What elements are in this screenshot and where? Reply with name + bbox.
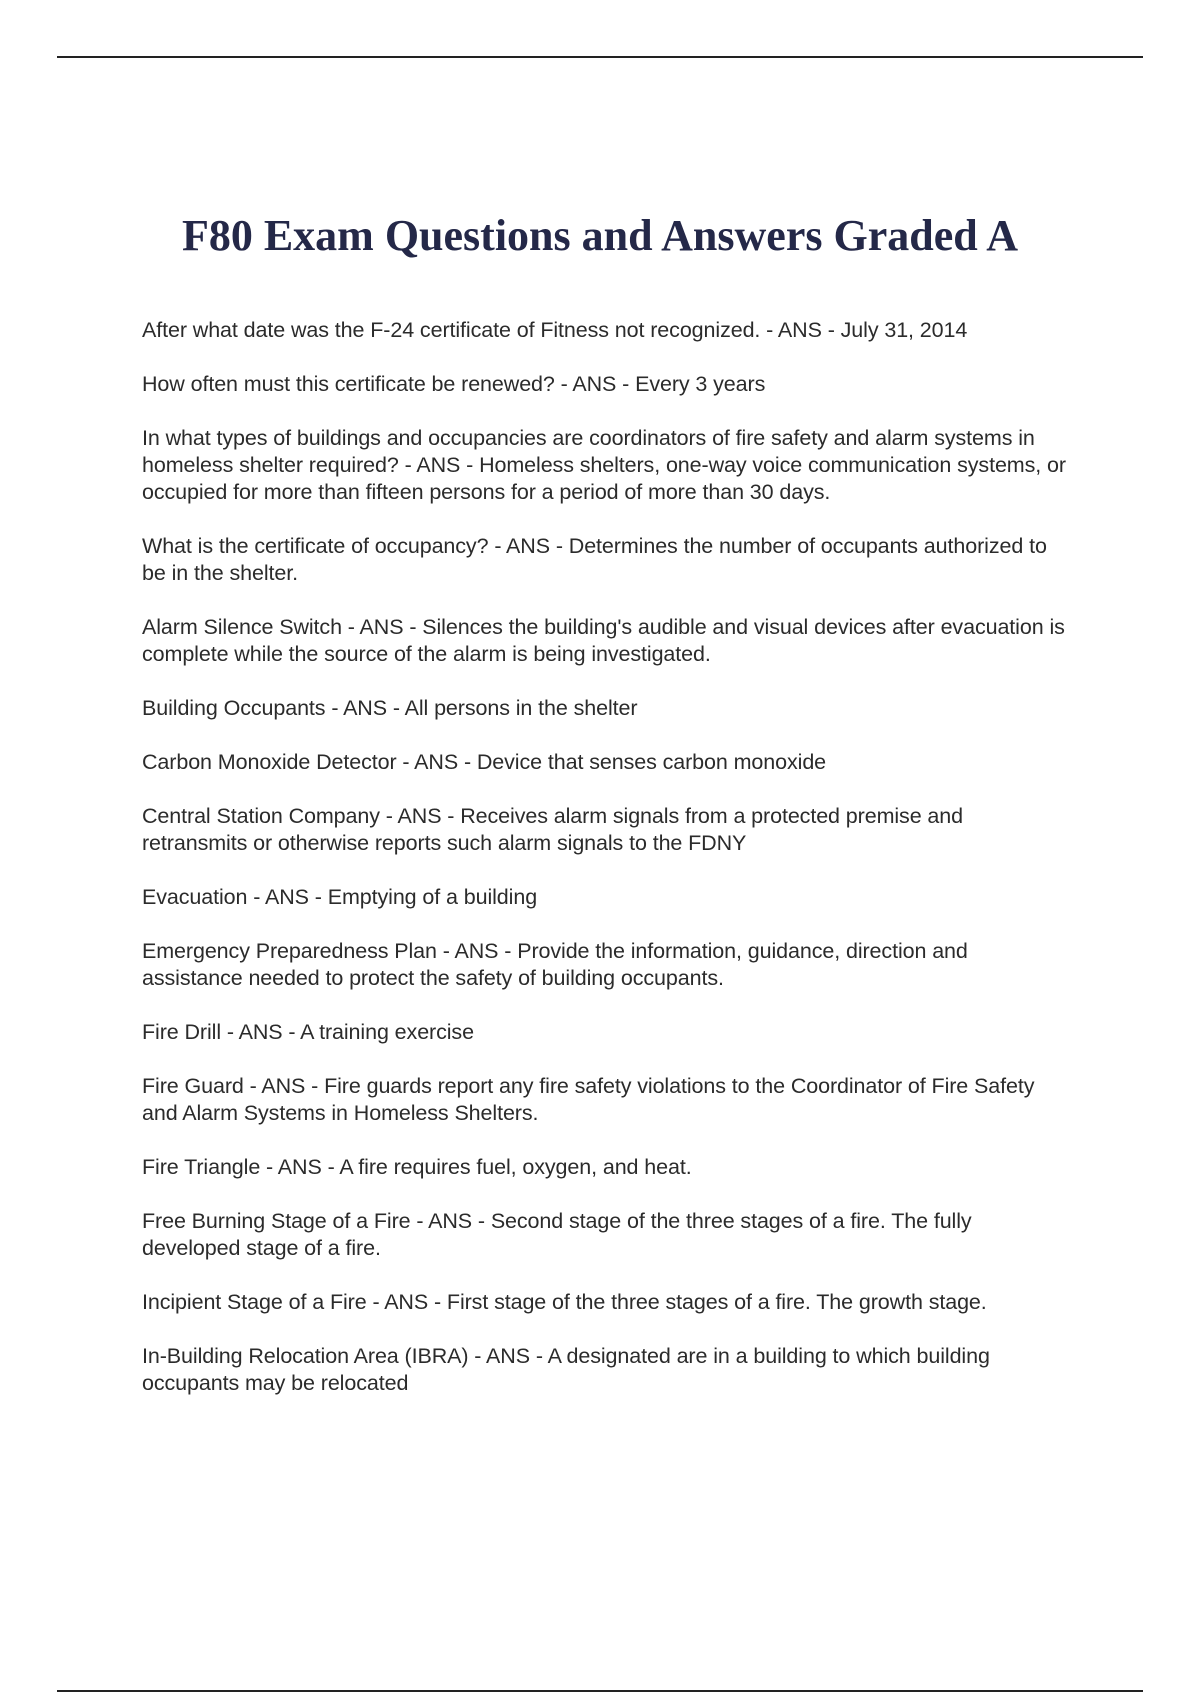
qa-text: Evacuation - ANS - Emptying of a building bbox=[142, 885, 538, 909]
bottom-rule bbox=[57, 1690, 1143, 1692]
qa-text: Alarm Silence Switch - ANS - Silences the building's audible and visual devices after evacuation is complete while the source of the alarm is being investigated. bbox=[142, 615, 1065, 666]
qa-item bbox=[142, 533, 1067, 587]
qa-item bbox=[142, 1154, 1067, 1181]
qa-item bbox=[142, 749, 1067, 776]
qa-text: In-Building Relocation Area (IBRA) - ANS - A designated are in a building to which building occupants may be relocated bbox=[142, 1344, 990, 1395]
qa-item bbox=[142, 317, 1067, 344]
qa-item bbox=[142, 803, 1067, 857]
qa-item bbox=[142, 614, 1067, 668]
qa-item bbox=[142, 371, 1067, 398]
qa-item bbox=[142, 884, 1067, 911]
qa-text: Fire Drill - ANS - A training exercise bbox=[142, 1020, 474, 1044]
qa-text: In what types of buildings and occupancies are coordinators of fire safety and alarm systems in homeless shelter required? - ANS - Homeless shelters, one-way voice communication systems, or occupied for more than fifteen persons for a period of more than 30 days. bbox=[142, 426, 1066, 504]
document-title: F80 Exam Questions and Answers Graded A bbox=[181, 211, 1019, 260]
qa-item bbox=[142, 1073, 1067, 1127]
qa-text: Incipient Stage of a Fire - ANS - First stage of the three stages of a fire. The growth stage. bbox=[142, 1290, 987, 1314]
qa-item bbox=[142, 1208, 1067, 1262]
qa-text: Building Occupants - ANS - All persons in the shelter bbox=[142, 696, 638, 720]
qa-item bbox=[142, 1019, 1067, 1046]
qa-text: Free Burning Stage of a Fire - ANS - Second stage of the three stages of a fire. The fully developed stage of a fire. bbox=[142, 1209, 972, 1260]
top-rule bbox=[57, 56, 1143, 58]
qa-text: How often must this certificate be renewed? - ANS - Every 3 years bbox=[142, 372, 766, 396]
qa-item bbox=[142, 425, 1067, 506]
qa-item bbox=[142, 1289, 1067, 1316]
qa-item bbox=[142, 695, 1067, 722]
qa-item bbox=[142, 1343, 1067, 1397]
qa-text: Carbon Monoxide Detector - ANS - Device that senses carbon monoxide bbox=[142, 750, 827, 774]
qa-text: Fire Guard - ANS - Fire guards report any fire safety violations to the Coordinator of Fire Safety and Alarm Systems in Homeless Shelters. bbox=[142, 1074, 1035, 1125]
qa-list bbox=[142, 317, 1067, 1424]
qa-text: Emergency Preparedness Plan - ANS - Provide the information, guidance, direction and assistance needed to protect the safety of building occupants. bbox=[142, 939, 968, 990]
qa-item bbox=[142, 938, 1067, 992]
qa-text: Central Station Company - ANS - Receives alarm signals from a protected premise and retransmits or otherwise reports such alarm signals to the FDNY bbox=[142, 804, 964, 855]
qa-text: After what date was the F-24 certificate of Fitness not recognized. - ANS - July 31, 2014 bbox=[142, 318, 968, 342]
qa-text: What is the certificate of occupancy? - ANS - Determines the number of occupants authorized to be in the shelter. bbox=[142, 534, 1047, 585]
qa-text: Fire Triangle - ANS - A fire requires fuel, oxygen, and heat. bbox=[142, 1155, 692, 1179]
